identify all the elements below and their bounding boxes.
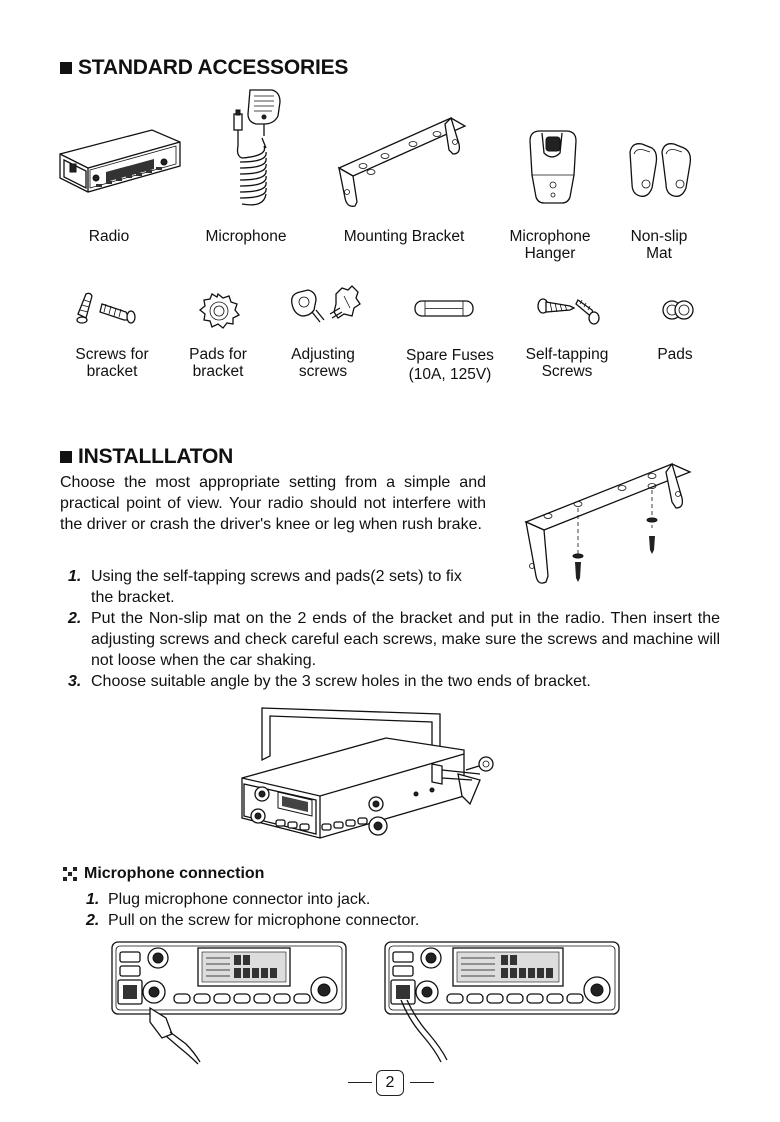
label-mounting-bracket: Mounting Bracket bbox=[343, 228, 465, 245]
section-title-installation: INSTALLLATON bbox=[60, 446, 233, 467]
section-title-accessories: STANDARD ACCESSORIES bbox=[60, 57, 348, 78]
label-adjusting-screws: Adjusting screws bbox=[291, 346, 355, 380]
adjusting-screws-icon bbox=[286, 284, 366, 330]
front-panel-plug-icon bbox=[110, 940, 350, 1065]
bracket-with-screws-icon bbox=[522, 458, 702, 588]
label-pads-for-bracket: Pads for bracket bbox=[189, 346, 247, 380]
non-slip-mat-icon bbox=[624, 138, 700, 204]
fuse-icon bbox=[413, 298, 475, 320]
label-microphone: Microphone bbox=[205, 228, 287, 245]
label-radio: Radio bbox=[88, 228, 130, 245]
screws-icon bbox=[74, 290, 140, 330]
mic-step-2: 2. Pull on the screw for microphone connector. bbox=[86, 912, 420, 929]
installation-intro: Choose the most appropriate setting from a simple and practical point of view. Your radio should not interfere with the driver or crash the driver's knee or leg when rush brake. bbox=[60, 474, 486, 533]
dotted-square-bullet-icon bbox=[63, 867, 77, 881]
pads-for-bracket-icon bbox=[196, 290, 242, 330]
page-number-dash-right bbox=[410, 1082, 434, 1083]
label-microphone-hanger: Microphone Hanger bbox=[509, 228, 591, 262]
radio-in-bracket-icon bbox=[236, 704, 496, 844]
microphone-icon bbox=[228, 86, 288, 216]
installation-step-1: 1. Using the self-tapping screws and pads(2 sets) to fix the bracket. bbox=[68, 568, 462, 606]
installation-step-2: 2. Put the Non-slip mat on the 2 ends of the bracket and put in the radio. Then insert the adjusting screws and check careful each screws, make sure the screws and machine will not loose when the car shaking. bbox=[68, 610, 720, 669]
label-self-tapping-screws: Self-tapping Screws bbox=[525, 346, 609, 380]
label-screws-for-bracket: Screws for bracket bbox=[75, 346, 149, 380]
microphone-hanger-icon bbox=[524, 127, 580, 207]
label-non-slip-mat: Non-slip Mat bbox=[630, 228, 688, 262]
label-pads: Pads bbox=[657, 346, 693, 363]
front-panel-screw-icon bbox=[383, 940, 623, 1065]
installation-step-3: 3. Choose suitable angle by the 3 screw holes in the two ends of bracket. bbox=[68, 673, 591, 690]
pads-icon bbox=[660, 299, 696, 321]
mounting-bracket-icon bbox=[333, 110, 473, 215]
square-bullet-icon bbox=[60, 62, 72, 74]
mic-step-1: 1. Plug microphone connector into jack. bbox=[86, 891, 371, 908]
self-tapping-screws-icon bbox=[534, 292, 604, 326]
label-spare-fuses: Spare Fuses (10A, 125V) bbox=[406, 347, 494, 383]
square-bullet-icon bbox=[60, 451, 72, 463]
page-number: 2 bbox=[376, 1070, 404, 1096]
section-title-mic-connection: Microphone connection bbox=[84, 865, 265, 882]
page-number-dash-left bbox=[348, 1082, 372, 1083]
radio-icon bbox=[56, 126, 186, 196]
